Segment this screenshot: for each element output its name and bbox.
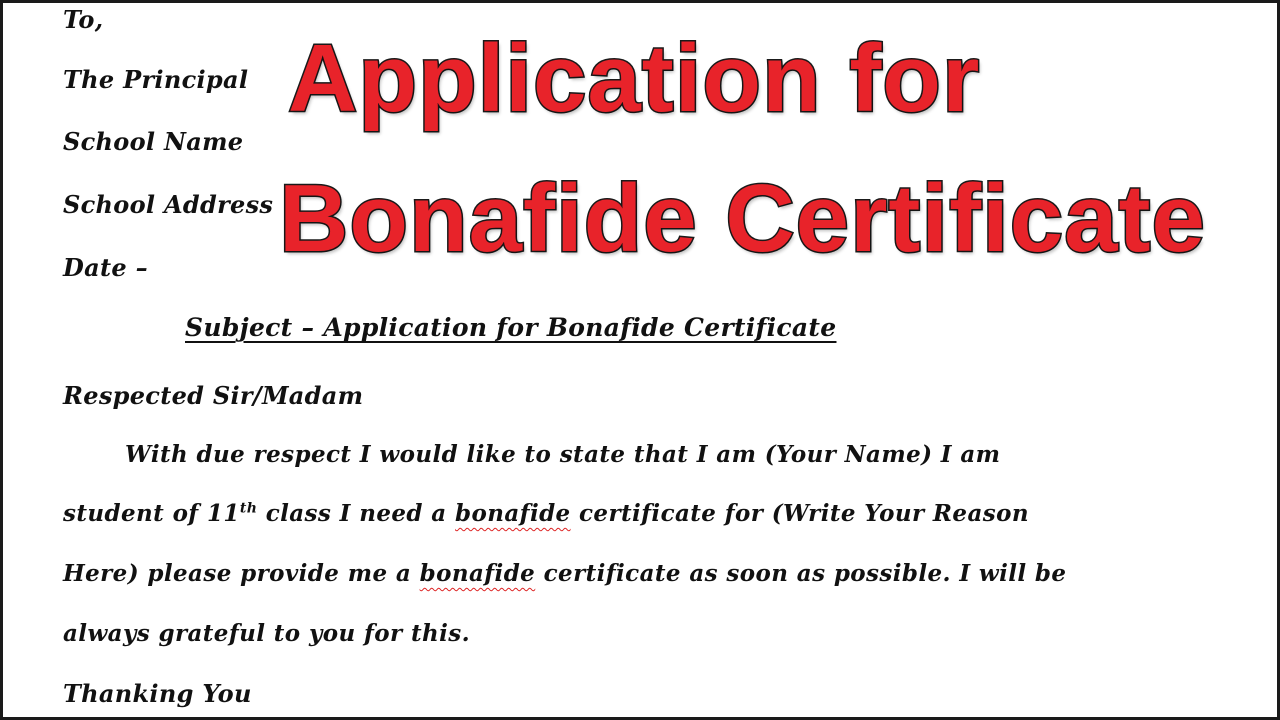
recipient-school-address: School Address (63, 190, 274, 219)
body-line-3-part-b: certificate as soon as possible. I will be (535, 560, 1067, 587)
body-line-3 (63, 560, 1066, 587)
letter-salutation: Respected Sir/Madam (63, 381, 364, 410)
headline-title-line-2: Bonafide Certificate (279, 165, 1206, 272)
headline-title-line-1: Application for (288, 25, 981, 132)
recipient-principal: The Principal (63, 65, 249, 94)
spellcheck-word: bonafide (455, 500, 571, 527)
letter-date: Date – (63, 253, 148, 282)
recipient-school-name: School Name (63, 127, 244, 156)
ordinal-suffix: th (239, 500, 258, 517)
body-line-2 (63, 500, 1029, 527)
spellcheck-word: bonafide (419, 560, 536, 587)
body-line-1: With due respect I would like to state that I am (Your Name) I am (125, 441, 1001, 468)
body-line-3-part-a: Here) please provide me a (63, 560, 420, 587)
letter-closing: Thanking You (63, 679, 252, 708)
body-line-2-part-c: certificate for (Write Your Reason (570, 500, 1029, 527)
body-line-4: always grateful to you for this. (63, 620, 470, 647)
recipient-to: To, (63, 5, 104, 34)
letter-subject: Subject – Application for Bonafide Certificate (185, 313, 837, 342)
body-line-2-part-b: class I need a (257, 500, 455, 527)
body-line-2-part-a: student of 11 (63, 500, 240, 527)
